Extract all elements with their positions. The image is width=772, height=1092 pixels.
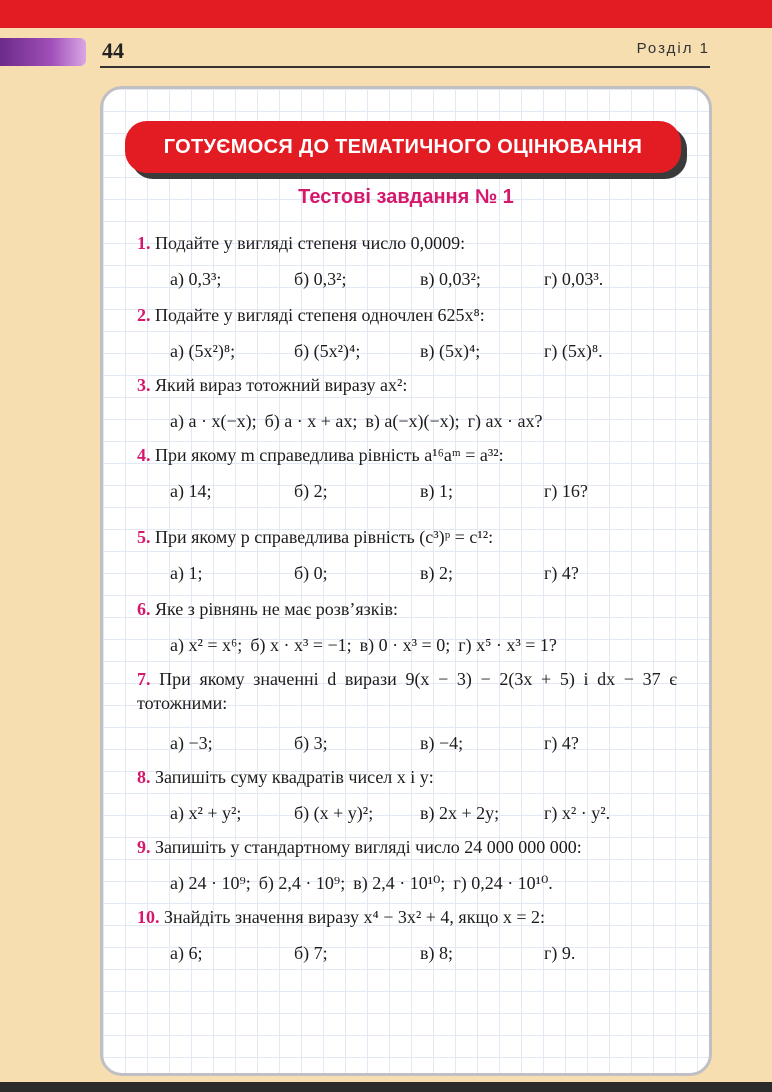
- answer-b: б) 3;: [294, 733, 328, 753]
- task-question: При якому значенні d вирази 9(x − 3) − 2(3x + 5) і dx − 37 є тотожними:: [137, 669, 677, 713]
- task-1: [137, 231, 677, 291]
- answer-b: б) a · x + ax;: [264, 411, 358, 431]
- task-question: Знайдіть значення виразу x⁴ − 3x² + 4, якщо x = 2:: [164, 907, 545, 927]
- answer-c: в) a(−x)(−x);: [365, 411, 460, 431]
- answer-options: [137, 801, 677, 825]
- task-number: 9.: [137, 837, 151, 857]
- title-banner: [125, 121, 681, 173]
- answer-b: б) 2,4 · 10⁹;: [258, 873, 346, 893]
- answer-c: в) 2x + 2y;: [420, 803, 500, 823]
- answer-options: [137, 561, 677, 585]
- task-number: 8.: [137, 767, 151, 787]
- answer-d: г) ax · ax?: [467, 411, 543, 431]
- task-question: Запишіть у стандартному вигляді число 24 000 000 000:: [155, 837, 582, 857]
- answer-a: а) 0,3³;: [170, 269, 222, 289]
- answer-a: а) −3;: [170, 733, 213, 753]
- task-6: [137, 597, 677, 657]
- answer-options: [137, 731, 677, 755]
- answer-a: а) 14;: [170, 481, 212, 501]
- bottom-decoration: [0, 1082, 772, 1092]
- task-number: 4.: [137, 445, 151, 465]
- answer-c: в) 0,03²;: [420, 269, 481, 289]
- answer-c: в) (5x)⁴;: [420, 341, 481, 361]
- answer-b: б) (5x²)⁴;: [294, 341, 361, 361]
- page-number: 44: [102, 38, 124, 63]
- answer-b: б) 0,3²;: [294, 269, 347, 289]
- top-red-strip: [0, 0, 772, 28]
- task-number: 2.: [137, 305, 151, 325]
- answer-c: в) −4;: [420, 733, 464, 753]
- task-number: 6.: [137, 599, 151, 619]
- answer-a: а) 6;: [170, 943, 203, 963]
- answer-options: [137, 339, 677, 363]
- banner-title: ГОТУЄМОСЯ ДО ТЕМАТИЧНОГО ОЦІНЮВАННЯ: [163, 135, 643, 158]
- answer-options: [137, 409, 677, 433]
- answer-options: [137, 479, 677, 503]
- answer-d: г) x⁵ · x³ = 1?: [458, 635, 557, 655]
- task-5: [137, 525, 677, 585]
- task-question: Подайте у вигляді степеня число 0,0009:: [155, 233, 466, 253]
- answer-b: б) (x + y)²;: [294, 803, 374, 823]
- answer-d: г) 4?: [544, 563, 579, 583]
- answer-c: в) 0 · x³ = 0;: [359, 635, 451, 655]
- answer-d: г) 16?: [544, 481, 588, 501]
- task-number: 5.: [137, 527, 151, 547]
- task-4: [137, 443, 677, 503]
- answer-a: а) x² = x⁶;: [170, 635, 243, 655]
- answer-d: г) x² · y².: [544, 803, 611, 823]
- answer-c: в) 2;: [420, 563, 453, 583]
- answer-d: г) 9.: [544, 943, 576, 963]
- task-number: 7.: [137, 669, 151, 689]
- answer-a: а) (5x²)⁸;: [170, 341, 236, 361]
- section-label: Розділ 1: [636, 40, 710, 57]
- task-number: 3.: [137, 375, 151, 395]
- task-question: Запишіть суму квадратів чисел x і y:: [155, 767, 434, 787]
- test-card: [100, 86, 712, 1076]
- answer-b: б) 7;: [294, 943, 328, 963]
- answer-d: г) 0,24 · 10¹⁰.: [453, 873, 553, 893]
- task-question: При якому m справедлива рівність a¹⁶aᵐ = a³²:: [155, 445, 504, 465]
- answer-options: [137, 267, 677, 291]
- task-2: [137, 303, 677, 363]
- answer-c: в) 1;: [420, 481, 453, 501]
- answer-a: а) x² + y²;: [170, 803, 242, 823]
- section-tab-decoration: [0, 38, 86, 66]
- answer-c: в) 2,4 · 10¹⁰;: [353, 873, 446, 893]
- answer-a: а) 24 · 10⁹;: [170, 873, 251, 893]
- task-3: [137, 373, 677, 433]
- header-divider: [100, 66, 710, 68]
- answer-options: [137, 633, 677, 657]
- task-9: [137, 835, 677, 895]
- answer-d: г) 4?: [544, 733, 579, 753]
- answer-b: б) 0;: [294, 563, 328, 583]
- answer-d: г) (5x)⁸.: [544, 341, 603, 361]
- task-number: 1.: [137, 233, 151, 253]
- task-8: [137, 765, 677, 825]
- task-question: При якому p справедлива рівність (c³)ᵖ = c¹²:: [155, 527, 494, 547]
- task-10: [137, 905, 677, 965]
- task-number: 10.: [137, 907, 160, 927]
- answer-d: г) 0,03³.: [544, 269, 604, 289]
- answer-options: [137, 871, 677, 895]
- answer-b: б) x · x³ = −1;: [250, 635, 352, 655]
- answer-b: б) 2;: [294, 481, 328, 501]
- task-question: Подайте у вигляді степеня одночлен 625x⁸:: [155, 305, 485, 325]
- answer-a: а) a · x(−x);: [170, 411, 257, 431]
- test-subtitle: Тестові завдання № 1: [298, 186, 514, 208]
- task-question: Яке з рівнянь не має розв’язків:: [155, 599, 398, 619]
- task-question: Який вираз тотожний виразу ax²:: [155, 375, 408, 395]
- answer-a: а) 1;: [170, 563, 203, 583]
- answer-c: в) 8;: [420, 943, 453, 963]
- task-7: [137, 667, 677, 755]
- answer-options: [137, 941, 677, 965]
